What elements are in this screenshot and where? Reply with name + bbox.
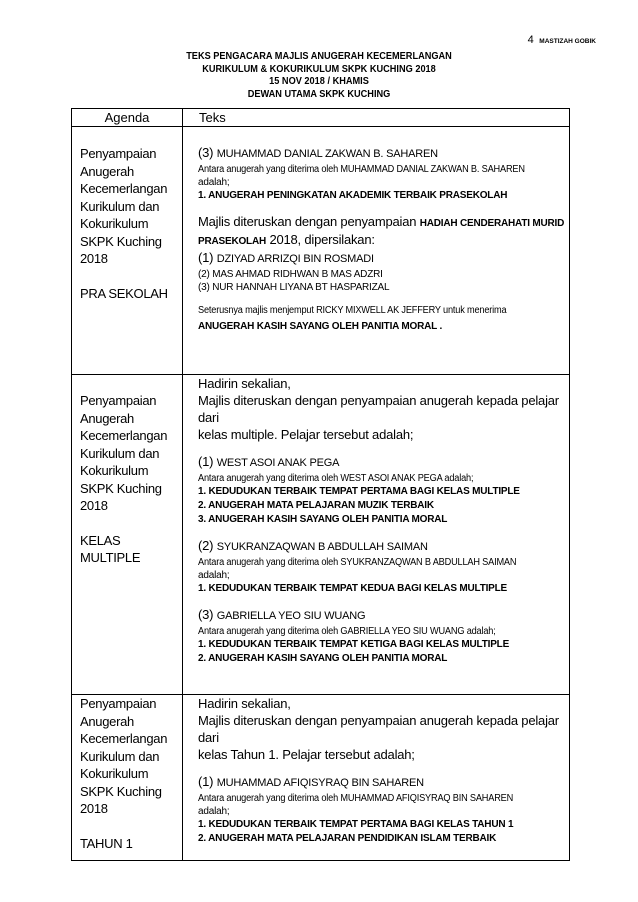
teks-line: 1. ANUGERAH PENINGKATAN AKADEMIK TERBAIK PRASEKOLAH bbox=[198, 190, 508, 201]
teks-line: 2. ANUGERAH KASIH SAYANG OLEH PANITIA MORAL bbox=[198, 653, 448, 664]
agenda-line: Kokurikulum bbox=[80, 766, 149, 781]
agenda-level: MULTIPLE bbox=[80, 550, 141, 565]
agenda-line: Penyampaian bbox=[80, 696, 157, 711]
column-header-teks: Teks bbox=[183, 109, 570, 127]
teks-line: Majlis diteruskan dengan penyampaian anugerah kepada pelajar dari bbox=[198, 393, 559, 425]
agenda-level: KELAS bbox=[80, 532, 121, 548]
agenda-line: Kurikulum dan bbox=[80, 445, 160, 461]
teks-cell bbox=[183, 127, 570, 375]
agenda-line: Anugerah bbox=[80, 410, 134, 426]
agenda-line: Kurikulum dan bbox=[80, 748, 160, 764]
table-row bbox=[72, 695, 570, 861]
agenda-line: Kurikulum dan bbox=[80, 198, 160, 214]
teks-line: (1) MUHAMMAD AFIQISYRAQ BIN SAHAREN bbox=[198, 774, 424, 789]
teks-line: adalah; bbox=[198, 570, 230, 581]
agenda-line: 2018 bbox=[80, 801, 108, 816]
agenda-cell bbox=[72, 695, 183, 861]
teks-line: Antara anugerah yang diterima oleh WEST ASOI ANAK PEGA adalah; bbox=[198, 473, 474, 484]
teks-line: (3) NUR HANNAH LIYANA BT HASPARIZAL bbox=[198, 282, 390, 293]
agenda-line: Kokurikulum bbox=[80, 216, 149, 231]
agenda-line: Kecemerlangan bbox=[80, 181, 168, 196]
document-header bbox=[26, 51, 613, 101]
teks-line: kelas Tahun 1. Pelajar tersebut adalah; bbox=[198, 747, 415, 762]
teks-cell bbox=[183, 695, 570, 861]
teks-line: (3) GABRIELLA YEO SIU WUANG bbox=[198, 607, 366, 622]
teks-line: 2. ANUGERAH MATA PELAJARAN PENDIDIKAN ISLAM TERBAIK bbox=[198, 833, 497, 844]
teks-line: 1. KEDUDUKAN TERBAIK TEMPAT KEDUA BAGI KELAS MULTIPLE bbox=[198, 583, 508, 594]
teks-line: Antara anugerah yang diterima oleh MUHAMMAD DANIAL ZAKWAN B. SAHAREN bbox=[198, 164, 525, 175]
agenda-level: PRA SEKOLAH bbox=[80, 285, 168, 301]
teks-line: PRASEKOLAH 2018, dipersilakan: bbox=[198, 232, 375, 247]
table-row bbox=[72, 127, 570, 375]
agenda-level: TAHUN 1 bbox=[80, 835, 133, 851]
agenda-line: Anugerah bbox=[80, 713, 134, 729]
teks-line: Majlis diteruskan dengan penyampaian anugerah kepada pelajar dari bbox=[198, 713, 559, 745]
teks-line: ANUGERAH KASIH SAYANG OLEH PANITIA MORAL . bbox=[198, 321, 443, 332]
teks-line: 1. KEDUDUKAN TERBAIK TEMPAT KETIGA BAGI KELAS MULTIPLE bbox=[198, 639, 510, 650]
teks-line: (3) MUHAMMAD DANIAL ZAKWAN B. SAHAREN bbox=[198, 145, 438, 160]
teks-line: Antara anugerah yang diterima oleh SYUKRANZAQWAN B ABDULLAH SAIMAN bbox=[198, 557, 517, 568]
header-line-1: TEKS PENGACARA MAJLIS ANUGERAH KECEMERLANGAN bbox=[186, 51, 452, 62]
agenda-cell bbox=[72, 127, 183, 375]
agenda-line: Penyampaian bbox=[80, 393, 157, 408]
program-table bbox=[71, 108, 570, 861]
teks-line: Majlis diteruskan dengan penyampaian HADIAH CENDERAHATI MURID bbox=[198, 214, 565, 229]
agenda-line: 2018 bbox=[80, 251, 108, 266]
table-row bbox=[72, 375, 570, 695]
table-header-row bbox=[72, 109, 570, 127]
teks-line: Antara anugerah yang diterima oleh MUHAMMAD AFIQISYRAQ BIN SAHAREN bbox=[198, 793, 514, 804]
column-header-agenda: Agenda bbox=[72, 109, 183, 127]
author-name: MASTIZAH GOBIK bbox=[539, 38, 596, 45]
agenda-line: Kecemerlangan bbox=[80, 731, 168, 746]
teks-line: Seterusnya majlis menjemput RICKY MIXWELL AK JEFFERY untuk menerima bbox=[198, 305, 507, 316]
agenda-cell bbox=[72, 375, 183, 695]
page-number-value: 4 bbox=[527, 34, 534, 46]
agenda-line: Kecemerlangan bbox=[80, 428, 168, 443]
header-line-2: KURIKULUM & KOKURIKULUM SKPK KUCHING 2018 bbox=[202, 63, 436, 75]
teks-line: (1) WEST ASOI ANAK PEGA bbox=[198, 454, 340, 469]
teks-line: Hadirin sekalian, bbox=[198, 696, 291, 711]
agenda-line: SKPK Kuching bbox=[80, 783, 162, 799]
agenda-line: SKPK Kuching bbox=[80, 480, 162, 496]
page-number bbox=[528, 34, 596, 46]
teks-line: 1. KEDUDUKAN TERBAIK TEMPAT PERTAMA BAGI KELAS TAHUN 1 bbox=[198, 819, 514, 830]
teks-line: Antara anugerah yang diterima oleh GABRIELLA YEO SIU WUANG adalah; bbox=[198, 626, 496, 637]
teks-line: 3. ANUGERAH KASIH SAYANG OLEH PANITIA MORAL bbox=[198, 514, 448, 525]
teks-line: 1. KEDUDUKAN TERBAIK TEMPAT PERTAMA BAGI KELAS MULTIPLE bbox=[198, 486, 520, 497]
teks-line: adalah; bbox=[198, 177, 230, 188]
teks-line: kelas multiple. Pelajar tersebut adalah; bbox=[198, 427, 414, 442]
teks-line: adalah; bbox=[198, 806, 230, 817]
agenda-line: 2018 bbox=[80, 498, 108, 513]
agenda-line: SKPK Kuching bbox=[80, 233, 162, 249]
teks-line: Hadirin sekalian, bbox=[198, 376, 291, 391]
teks-cell bbox=[183, 375, 570, 695]
teks-line: (2) MAS AHMAD RIDHWAN B MAS ADZRI bbox=[198, 269, 383, 280]
agenda-line: Penyampaian bbox=[80, 146, 157, 161]
header-line-4: DEWAN UTAMA SKPK KUCHING bbox=[247, 88, 391, 100]
teks-line: (1) DZIYAD ARRIZQI BIN ROSMADI bbox=[198, 250, 374, 265]
header-line-3: 15 NOV 2018 / KHAMIS bbox=[269, 76, 369, 87]
teks-line: 2. ANUGERAH MATA PELAJARAN MUZIK TERBAIK bbox=[198, 500, 434, 511]
agenda-line: Anugerah bbox=[80, 163, 134, 179]
teks-line: (2) SYUKRANZAQWAN B ABDULLAH SAIMAN bbox=[198, 538, 428, 553]
agenda-line: Kokurikulum bbox=[80, 463, 149, 478]
